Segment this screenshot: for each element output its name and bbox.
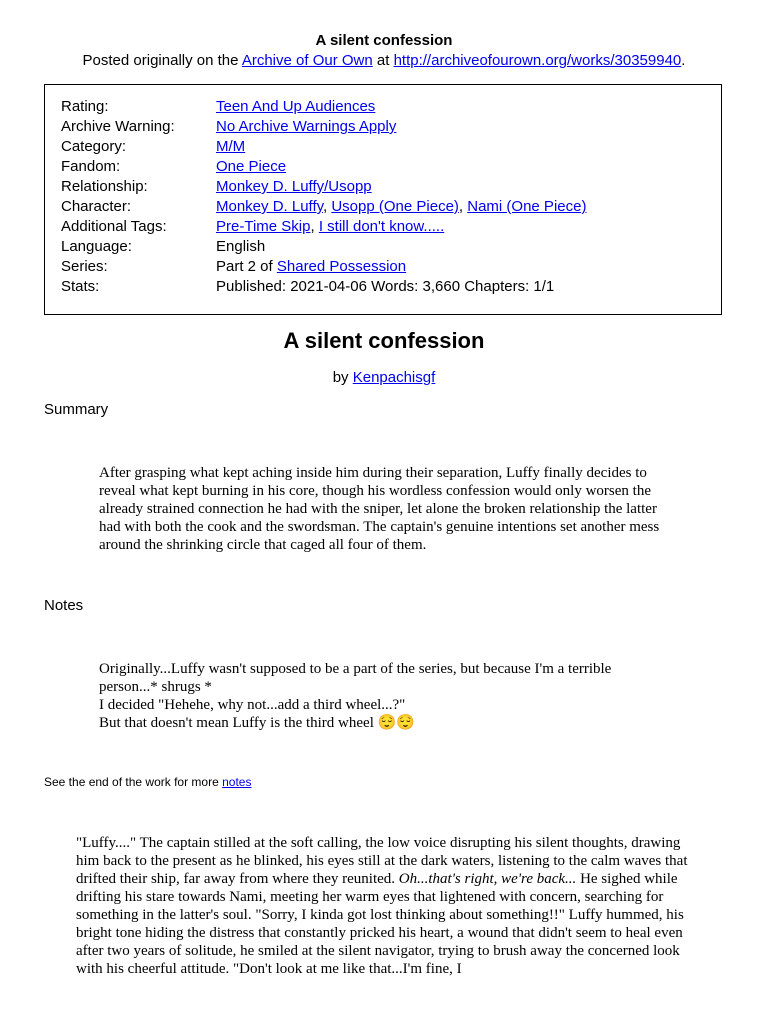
series-prefix: Part 2 of — [216, 258, 277, 275]
summary-text: After grasping what kept aching inside him during their separation, Luffy finally decides to reveal what kept burning in his core, though his wordless confession would only worsen the already strained connection he had with the sniper, let alone the broken relationship the latter had with both the cook and the swordsman. The captain's genuine intentions set another mess around the shrinking circle that caged all four of them. — [99, 465, 660, 553]
header-title: A silent confession — [315, 32, 453, 49]
series-label: Series: — [61, 258, 108, 275]
story-paragraph — [76, 834, 700, 978]
language-label: Language: — [61, 238, 132, 255]
meta-row-character: Character: Monkey D. Luffy, Usopp (One Piece), Nami (One Piece) — [61, 198, 587, 215]
notes-line-1: Originally...Luffy wasn't supposed to be a part of the series, but because I'm a terrible person...* shrugs * — [99, 661, 612, 695]
see-end-prefix: See the end of the work for more — [44, 775, 223, 789]
at-text: at — [372, 52, 394, 69]
story-text — [76, 834, 700, 978]
byline-prefix: by — [332, 369, 353, 386]
story-italic-thought: Oh...that's right, we're back... — [398, 871, 577, 887]
tag-link-pre-time-skip[interactable]: Pre-Time Skip — [216, 218, 311, 235]
end-notes-link[interactable]: notes — [222, 775, 252, 789]
see-end-note — [44, 774, 251, 790]
character-link-nami[interactable]: Nami (One Piece) — [467, 198, 587, 215]
notes-text — [99, 660, 659, 732]
warning-link[interactable]: No Archive Warnings Apply — [216, 118, 397, 135]
meta-row-language — [45, 237, 721, 257]
posted-suffix: . — [681, 52, 686, 69]
meta-row-category — [45, 137, 721, 157]
character-link-luffy[interactable]: Monkey D. Luffy — [216, 198, 323, 215]
document-header — [0, 31, 768, 71]
meta-row-stats — [45, 277, 721, 297]
stats-value: Published: 2021-04-06 Words: 3,660 Chapters: 1/1 — [216, 278, 555, 295]
story-part-1: "Luffy...." The captain stilled at the soft calling, the low voice disrupting his silent thoughts, drawing him back to the present as he blinked, his eyes still at the dark waters, listening to the calm waves that drifted their ship, far away from where they reunited. — [76, 835, 688, 887]
rating-link[interactable]: Teen And Up Audiences — [216, 98, 376, 115]
fandom-link[interactable]: One Piece — [216, 158, 287, 175]
meta-row-fandom — [45, 157, 721, 177]
meta-row-warning — [45, 117, 721, 137]
byline — [0, 368, 768, 388]
notes-heading: Notes — [44, 597, 84, 614]
summary-heading: Summary — [44, 401, 109, 418]
metadata-box — [44, 84, 722, 315]
tag-link-still-dont-know[interactable]: I still don't know..... — [318, 218, 445, 235]
work-title: A silent confession — [283, 328, 485, 353]
rating-label: Rating: — [61, 98, 109, 115]
story-part-2: He sighed while drifting his stare towards Nami, meeting her warm eyes that lightened with concern, searching for something in the latter's soul. "Sorry, I kinda got lost thinking about something!!" Luffy hummed, his bright tone hiding the distress that constantly pricked his heart, a wound that didn't seem to heal even after two years of solitude, he smiled at the silent navigator, trying to brush away the concerned look with his cheerful attitude. "Don't look at me like that...I'm fine, I — [76, 871, 684, 977]
relationship-label: Relationship: — [61, 178, 148, 195]
character-link-usopp[interactable]: Usopp (One Piece) — [331, 198, 459, 215]
work-url-link[interactable]: http://archiveofourown.org/works/30359940 — [393, 52, 682, 69]
warning-label: Archive Warning: — [61, 118, 175, 135]
category-link[interactable]: M/M — [216, 138, 246, 155]
notes-line-2: I decided "Hehehe, why not...add a third wheel...?" — [99, 697, 406, 713]
tags-label: Additional Tags: — [61, 218, 167, 235]
relationship-link[interactable]: Monkey D. Luffy/Usopp — [216, 178, 372, 195]
posted-line — [0, 51, 768, 71]
meta-row-series — [45, 257, 721, 277]
author-link[interactable]: Kenpachisgf — [352, 369, 436, 386]
language-value: English — [216, 238, 266, 255]
series-link[interactable]: Shared Possession — [276, 258, 407, 275]
posted-prefix: Posted originally on the — [82, 52, 242, 69]
stats-label: Stats: — [61, 278, 100, 295]
meta-row-tags: Additional Tags: Pre-Time Skip, I still don't know..... — [61, 218, 445, 235]
fandom-label: Fandom: — [61, 158, 121, 175]
meta-row-rating — [45, 97, 721, 117]
meta-row-relationship — [45, 177, 721, 197]
character-label: Character: — [61, 198, 132, 215]
category-label: Category: — [61, 138, 127, 155]
archive-link[interactable]: Archive of Our Own — [241, 52, 373, 69]
notes-line-3: But that doesn't mean Luffy is the third wheel 😌😌 — [99, 715, 415, 731]
